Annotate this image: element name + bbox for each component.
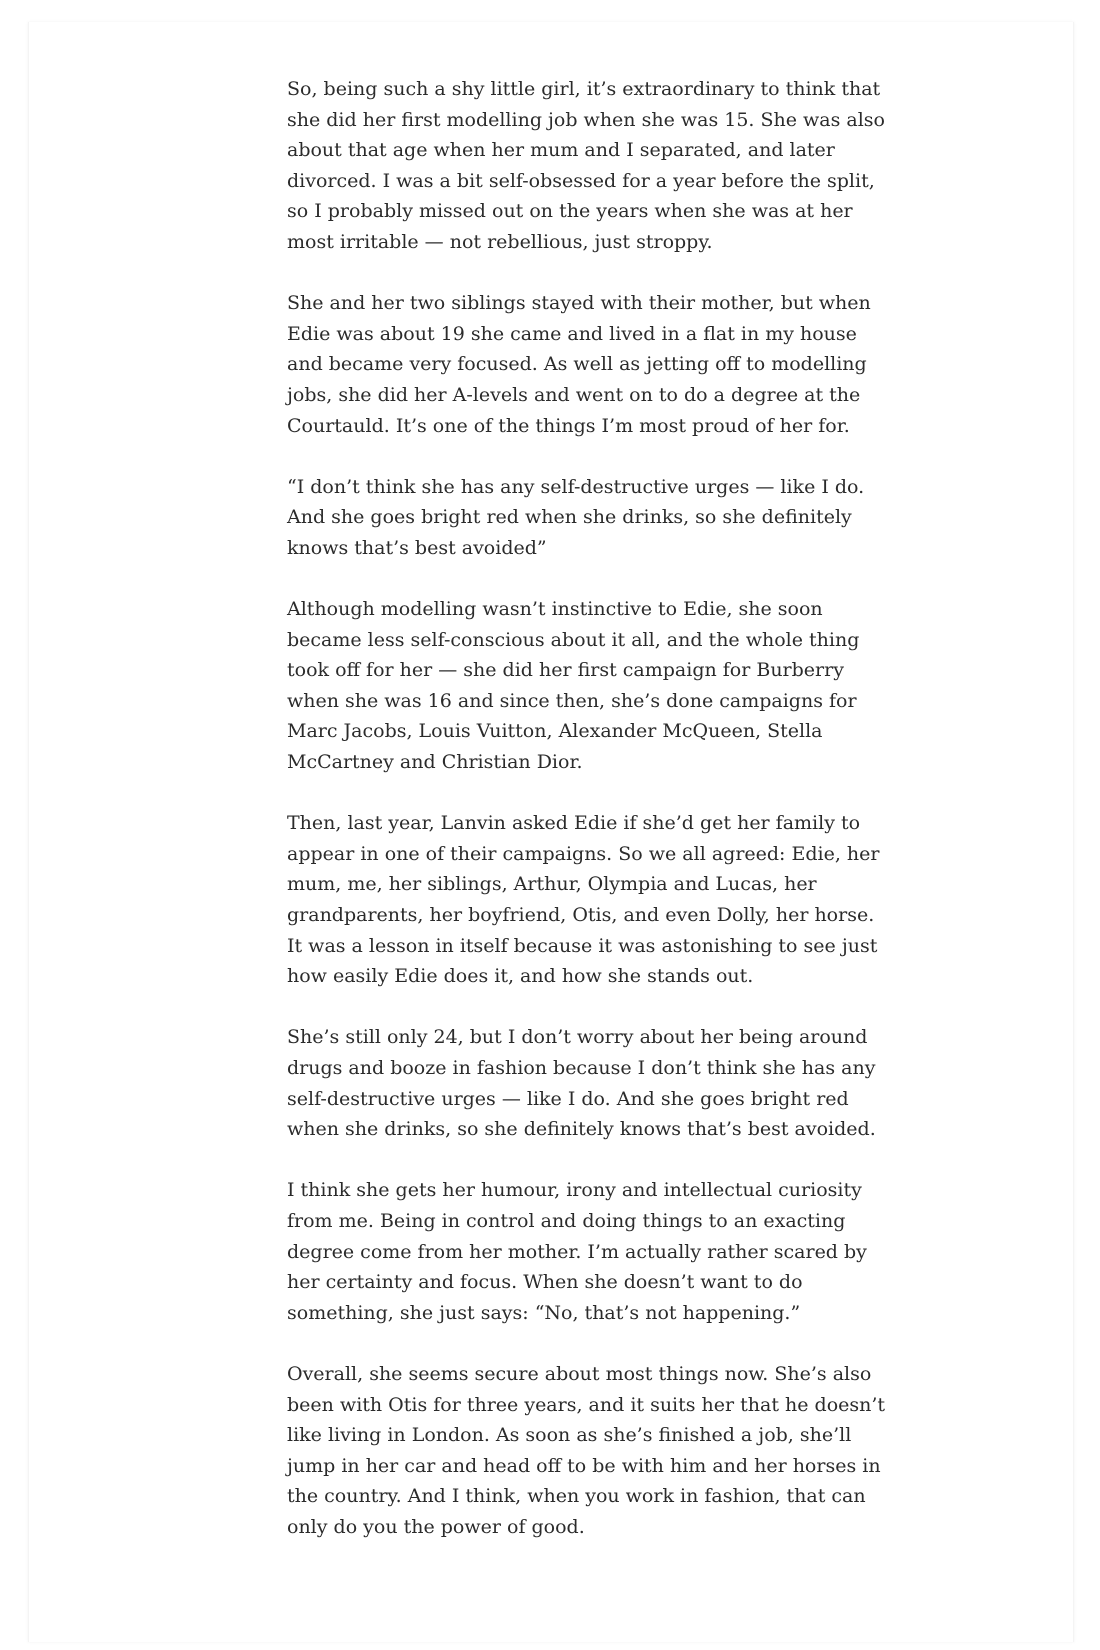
article-paragraph: So, being such a shy little girl, it’s extraordinary to think that she did her first modelling job when she was 15. She was also about that age when her mum and I separated, and later divorced. I was a bit self-obsessed for a year before the split, so I probably missed out on the years when she was at her most irritable — not rebellious, just stroppy. xyxy=(287,78,885,253)
article-page xyxy=(28,22,1074,1642)
article-paragraph: Although modelling wasn’t instinctive to Edie, she soon became less self-conscious about it all, and the whole thing took off for her — she did her first campaign for Burberry when she was 16 and since then, she’s done campaigns for Marc Jacobs, Louis Vuitton, Alexander McQueen, Stella McCartney and Christian Dior. xyxy=(287,598,860,774)
article-body xyxy=(287,74,887,1573)
article-paragraph: Then, last year, Lanvin asked Edie if she’d get her family to appear in one of their campaigns. So we all agreed: Edie, her mum, me, her siblings, Arthur, Olympia and Lucas, her grandparents, her boyfriend, Otis, and even Dolly, her horse. It was a lesson in itself because it was astonishing to see just how easily Edie does it, and how she stands out. xyxy=(287,812,880,988)
article-paragraph: Overall, she seems secure about most things now. She’s also been with Otis for three years, and it suits her that he doesn’t like living in London. As soon as she’s finished a job, she’ll jump in her car and head off to be with him and her horses in the country. And I think, when you work in fashion, that can only do you the power of good. xyxy=(287,1362,886,1538)
article-paragraph: I think she gets her humour, irony and intellectual curiosity from me. Being in control and doing things to an exacting degree come from her mother. I’m actually rather scared by her certainty and focus. When she doesn’t want to do something, she just says: “No, that’s not happening.” xyxy=(287,1179,867,1324)
article-paragraph: She’s still only 24, but I don’t worry about her being around drugs and booze in fashion because I don’t think she has any self-destructive urges — like I do. And she goes bright red when she drinks, so she definitely knows that’s best avoided. xyxy=(287,1026,876,1141)
article-paragraph: She and her two siblings stayed with their mother, but when Edie was about 19 she came and lived in a flat in my house and became very focused. As well as jetting off to modelling jobs, she did her A-levels and went on to do a degree at the Courtauld. It’s one of the things I’m most proud of her for. xyxy=(287,292,871,437)
pull-quote: “I don’t think she has any self-destructive urges — like I do. And she goes bright red when she drinks, so she definitely knows that’s best avoided” xyxy=(287,475,865,559)
